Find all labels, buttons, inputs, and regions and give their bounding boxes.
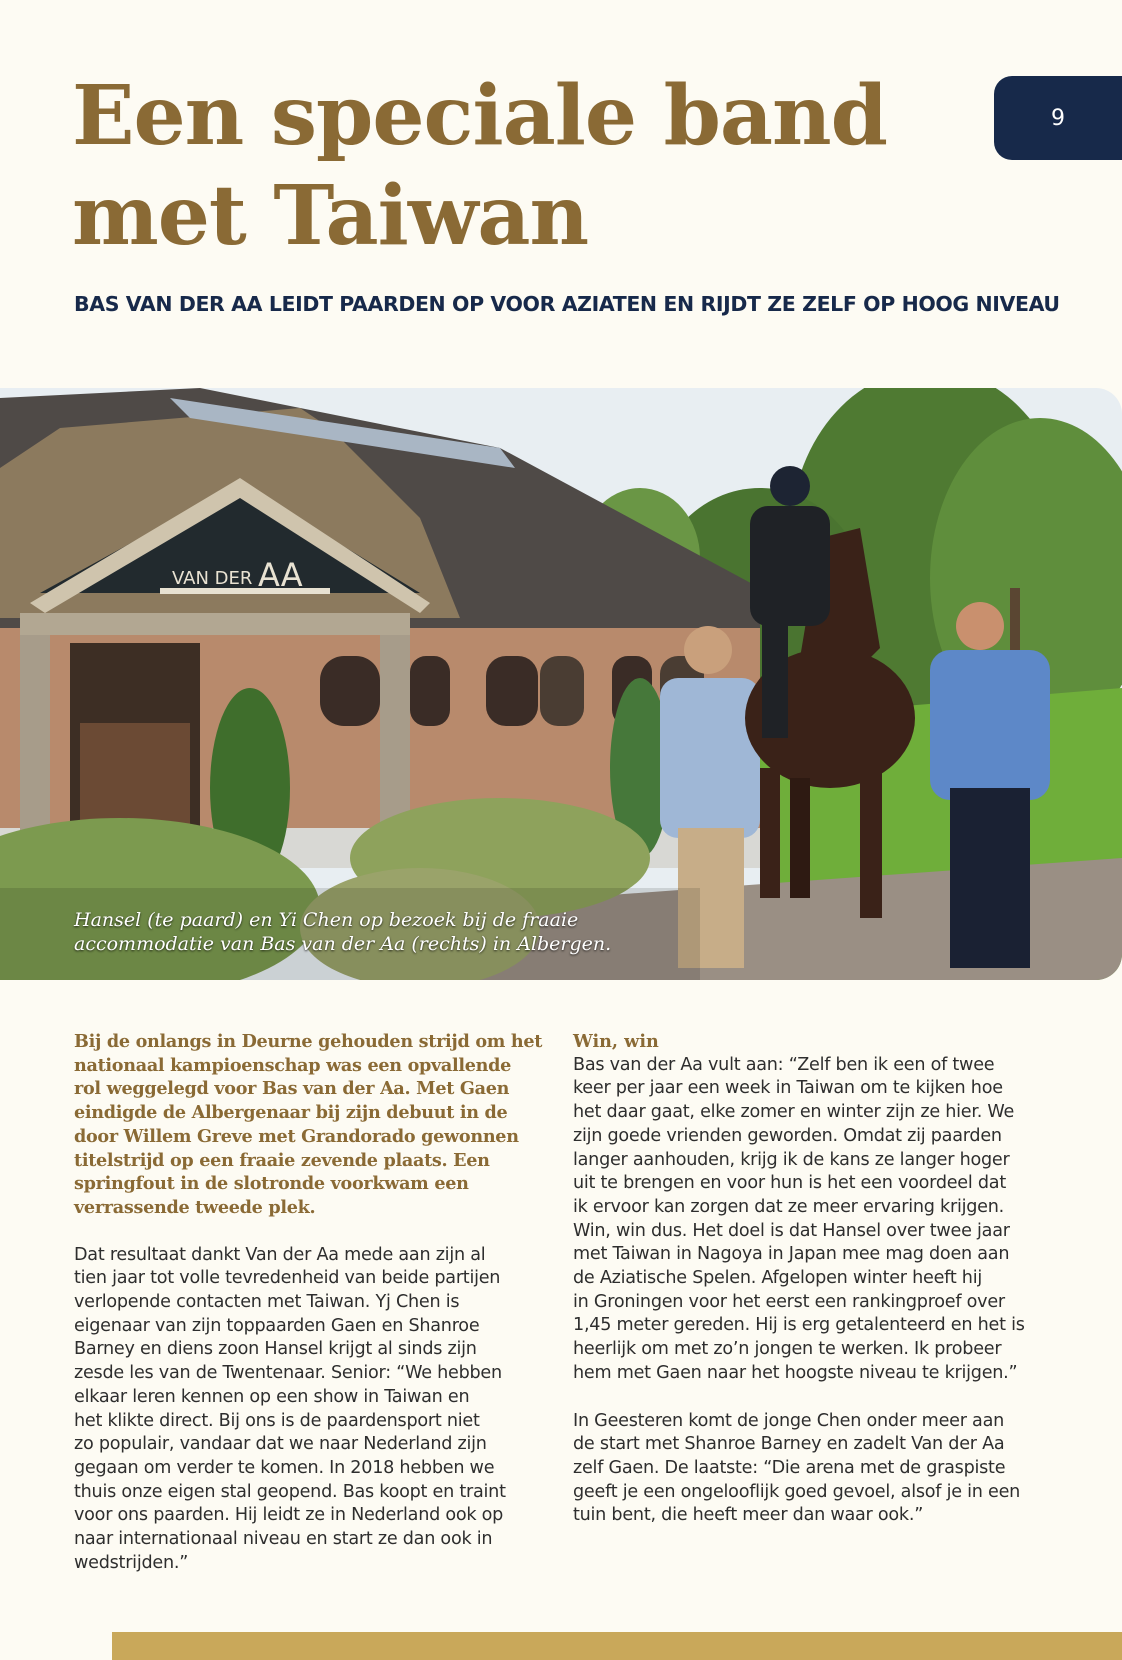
stable-photo-illustration — [0, 388, 1122, 980]
body-line: Bas van der Aa vult aan: “Zelf ben ik een of twee — [573, 1054, 995, 1075]
body-line: eigenaar van zijn toppaarden Gaen en Shanroe — [74, 1315, 480, 1336]
left-column — [74, 1030, 544, 1575]
body-paragraph — [573, 1054, 1051, 1386]
article-photo — [0, 388, 1122, 980]
body-line: verlopende contacten met Taiwan. Yj Chen is — [74, 1292, 460, 1313]
intro-paragraph — [74, 1030, 544, 1220]
footer-bar — [112, 1632, 1122, 1660]
page-number-tab — [994, 76, 1122, 160]
body-line: de start met Shanroe Barney en zadelt Van der Aa — [573, 1434, 1005, 1455]
body-line: heerlijk om met zo’n jongen te werken. Ik probeer — [573, 1339, 1002, 1360]
intro-line: verrassende tweede plek. — [74, 1196, 316, 1218]
body-line: Win, win dus. Het doel is dat Hansel over twee jaar — [573, 1220, 1010, 1241]
body-line: ik ervoor kan zorgen dat ze meer ervaring krijgen. — [573, 1196, 1004, 1217]
body-line: langer aanhouden, krijg ik de kans ze langer hoger — [573, 1149, 1010, 1170]
intro-line: Bij de onlangs in Deurne gehouden strijd om het — [74, 1031, 543, 1052]
sign-text-right: AA — [258, 556, 303, 594]
body-line: geeft je een ongelooflijk goed gevoel, alsof je in een — [573, 1481, 1021, 1502]
intro-line: springfout in de slotronde voorkwam een — [74, 1173, 469, 1195]
intro-line: rol weggelegd voor Bas van der Aa. Met Gaen — [74, 1078, 510, 1100]
body-line: In Geesteren komt de jonge Chen onder meer aan — [573, 1410, 1005, 1431]
body-line: gegaan om verder te komen. In 2018 hebben we — [74, 1457, 495, 1478]
body-line: het klikte direct. Bij ons is de paardensport niet — [74, 1410, 480, 1431]
body-line: zelf Gaen. De laatste: “Die arena met de graspiste — [573, 1457, 1006, 1478]
body-line: Dat resultaat dankt Van der Aa mede aan zijn al — [74, 1244, 486, 1265]
body-line: hem met Gaen naar het hoogste niveau te krijgen.” — [573, 1362, 1018, 1383]
body-line: met Taiwan in Nagoya in Japan mee mag doen aan — [573, 1244, 1010, 1265]
title-line-1: Een speciale band — [72, 68, 888, 164]
body-line: thuis onze eigen stal geopend. Bas koopt en traint — [74, 1481, 506, 1502]
section-subhead: Win, win — [573, 1031, 659, 1052]
body-line: zijn goede vrienden geworden. Omdat zij paarden — [573, 1125, 1002, 1146]
body-line: elkaar leren kennen op een show in Taiwan en — [74, 1386, 470, 1407]
intro-line: titelstrijd op een fraaie zevende plaats. Een — [74, 1149, 490, 1171]
intro-line: nationaal kampioenschap was een opvallende — [74, 1054, 512, 1076]
page-number: 9 — [1051, 105, 1065, 131]
sign-text-left: VAN DER — [172, 568, 253, 589]
title-line-2: met Taiwan — [72, 168, 589, 264]
intro-line: door Willem Greve met Grandorado gewonnen — [74, 1125, 519, 1147]
intro-line: eindigde de Albergenaar bij zijn debuut in de — [74, 1102, 508, 1124]
body-line: tien jaar tot volle tevredenheid van beide partijen — [74, 1268, 501, 1289]
body-paragraph — [74, 1244, 544, 1576]
body-line: voor ons paarden. Hij leidt ze in Nederland ook op — [74, 1505, 504, 1526]
right-column — [573, 1030, 1051, 1528]
body-line: wedstrijden.” — [74, 1552, 189, 1573]
caption-line-1: Hansel (te paard) en Yi Chen op bezoek bij de fraaie — [74, 909, 579, 931]
body-line: Barney en diens zoon Hansel krijgt al sinds zijn — [74, 1339, 477, 1360]
body-line: 1,45 meter gereden. Hij is erg getalenteerd en het is — [573, 1315, 1025, 1336]
body-line: keer per jaar een week in Taiwan om te kijken hoe — [573, 1078, 1003, 1099]
body-line: uit te brengen en voor hun is het een voordeel dat — [573, 1173, 1006, 1194]
body-line: het daar gaat, elke zomer en winter zijn ze hier. We — [573, 1102, 1015, 1123]
body-line: zesde les van de Twentenaar. Senior: “We hebben — [74, 1363, 502, 1384]
body-line: tuin bent, die heeft meer dan waar ook.” — [573, 1505, 924, 1526]
caption-line-2: accommodatie van Bas van der Aa (rechts) in Albergen. — [74, 933, 612, 955]
body-line: in Groningen voor het eerst een rankingproef over — [573, 1291, 1005, 1312]
article-title — [72, 66, 932, 266]
photo-caption — [74, 908, 694, 956]
article-subtitle: BAS VAN DER AA LEIDT PAARDEN OP VOOR AZIATEN EN RIJDT ZE ZELF OP HOOG NIVEAU — [74, 292, 1060, 316]
body-line: de Aziatische Spelen. Afgelopen winter heeft hij — [573, 1268, 982, 1289]
body-paragraph — [573, 1410, 1051, 1529]
body-line: zo populair, vandaar dat we naar Nederland zijn — [74, 1434, 487, 1455]
body-line: naar internationaal niveau en start ze dan ook in — [74, 1529, 493, 1550]
